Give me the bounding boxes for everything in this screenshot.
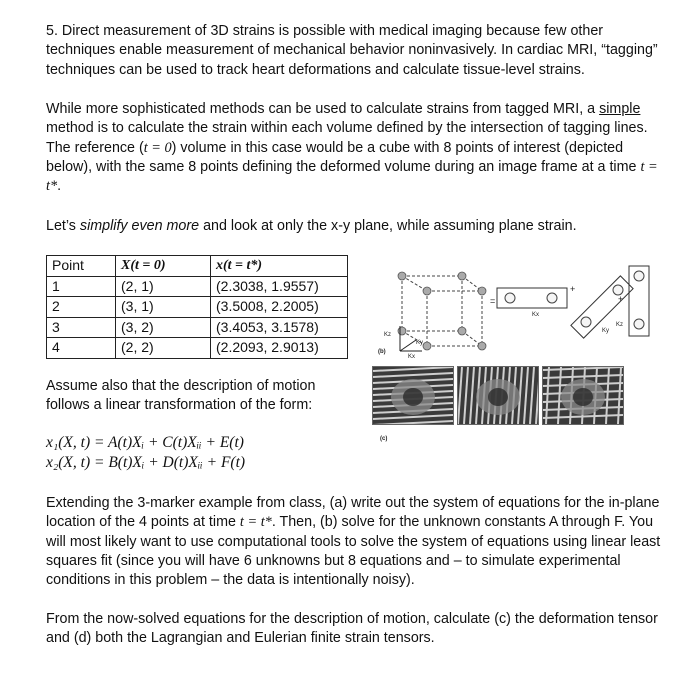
table-row xyxy=(47,276,348,297)
equals-sign: = xyxy=(490,296,496,306)
problem-paragraph-5: From the now-solved equations for the description of motion, calculate (c) the deformation tensor and (d) both the Lagrangian and Eulerian finite strain tensors. xyxy=(46,611,658,647)
table-cell: 4 xyxy=(47,338,116,359)
axis-label: Kx xyxy=(532,312,540,318)
problem-paragraph-3 xyxy=(46,217,666,236)
table-cell: (3, 2) xyxy=(116,317,211,338)
table-cell: (2, 1) xyxy=(116,276,211,297)
table-cell: (3, 1) xyxy=(116,297,211,318)
para3-text-a: Let’s xyxy=(46,218,80,234)
table-cell: 2 xyxy=(47,297,116,318)
problem-intro: 5. Direct measurement of 3D strains is possible with medical imaging because few other techniques enable measurement of mechanical behavior noninvasively. In cardiac MRI, “tagging” techniques can be used to track heart deformations and calculate tissue-level strains. xyxy=(46,23,658,78)
table-cell: 3 xyxy=(47,317,116,338)
tagged-mri-image xyxy=(457,366,539,425)
assume-paragraph: Assume also that the description of motion follows a linear transformation of the form: xyxy=(46,378,316,414)
para2-text-a: While more sophisticated methods can be used to calculate strains from tagged MRI, a xyxy=(46,101,600,117)
table-row xyxy=(47,297,348,318)
para3-italic: simplify even more xyxy=(79,218,200,234)
equation-x1: x₁(X, t) = A(t)Xᵢ + C(t)Xᵢᵢ + E(t) xyxy=(46,434,244,451)
problem-paragraph-4 xyxy=(46,494,666,590)
table-header-row xyxy=(47,256,348,277)
table-cell: (2.3038, 1.9557) xyxy=(211,276,348,297)
figure-label-c: (c) xyxy=(380,436,388,442)
plus-sign: + xyxy=(618,294,624,304)
para2-text-b: method is to calculate the strain within each volume defined by the intersection of tagging lines. The reference ( xyxy=(46,120,648,156)
para4-math-tstar: t = t* xyxy=(239,514,272,531)
points-table xyxy=(46,255,348,359)
problem-paragraph-2 xyxy=(46,100,666,196)
axis-label: Kz xyxy=(616,322,624,328)
para2-text-d: . xyxy=(57,178,62,195)
simple-underlined: simple xyxy=(599,101,641,117)
table-cell: (3.5008, 2.2005) xyxy=(211,297,348,318)
equation-x2: x₂(X, t) = B(t)Xᵢ + D(t)Xᵢᵢ + F(t) xyxy=(46,454,246,471)
para4-text-a: Extending the 3-marker example from class, (a) write out the system of equations for the in-plane location of the 4 points at time xyxy=(46,495,660,531)
tagged-mri-image xyxy=(542,366,624,425)
table-row xyxy=(47,338,348,359)
table-cell: (2.2093, 2.9013) xyxy=(211,338,348,359)
tagged-mri-image xyxy=(372,366,454,425)
para2-math-t0: t = 0 xyxy=(143,139,172,156)
para2-math-tstar: t = t* xyxy=(46,158,658,195)
table-header-cell: x(t = t*) xyxy=(211,256,348,277)
table-cell: (2, 2) xyxy=(116,338,211,359)
figure-label-b: (b) xyxy=(378,349,386,355)
axis-label: Kx xyxy=(408,354,416,360)
table-row xyxy=(47,317,348,338)
table-header-cell: Point xyxy=(47,256,116,277)
plus-sign: + xyxy=(570,284,576,294)
table-cell: (3.4053, 3.1578) xyxy=(211,317,348,338)
tagging-cube-figure xyxy=(372,256,662,366)
table-cell: 1 xyxy=(47,276,116,297)
table-header-cell: X(t = 0) xyxy=(116,256,211,277)
para4-text-b: . Then, (b) solve for the unknown constants A through F. You will most likely want to use computational tools to solve the system of equations using linear least squares fit (since you will have 6 unknowns but 8 equations and – to simulate experimental conditions in this problem – the data is intentionally noisy). xyxy=(46,514,661,589)
axis-label: Ky xyxy=(416,340,424,346)
para3-text-b: and look at only the x-y plane, while assuming plane strain. xyxy=(199,218,577,234)
para2-text-c: ) volume in this case would be a cube with 8 points of interest (depicted below), with the same 8 points defining the deformed volume during an image frame at a time xyxy=(46,139,641,175)
axis-label: Kz xyxy=(384,332,392,338)
axis-label: Ky xyxy=(602,328,610,334)
